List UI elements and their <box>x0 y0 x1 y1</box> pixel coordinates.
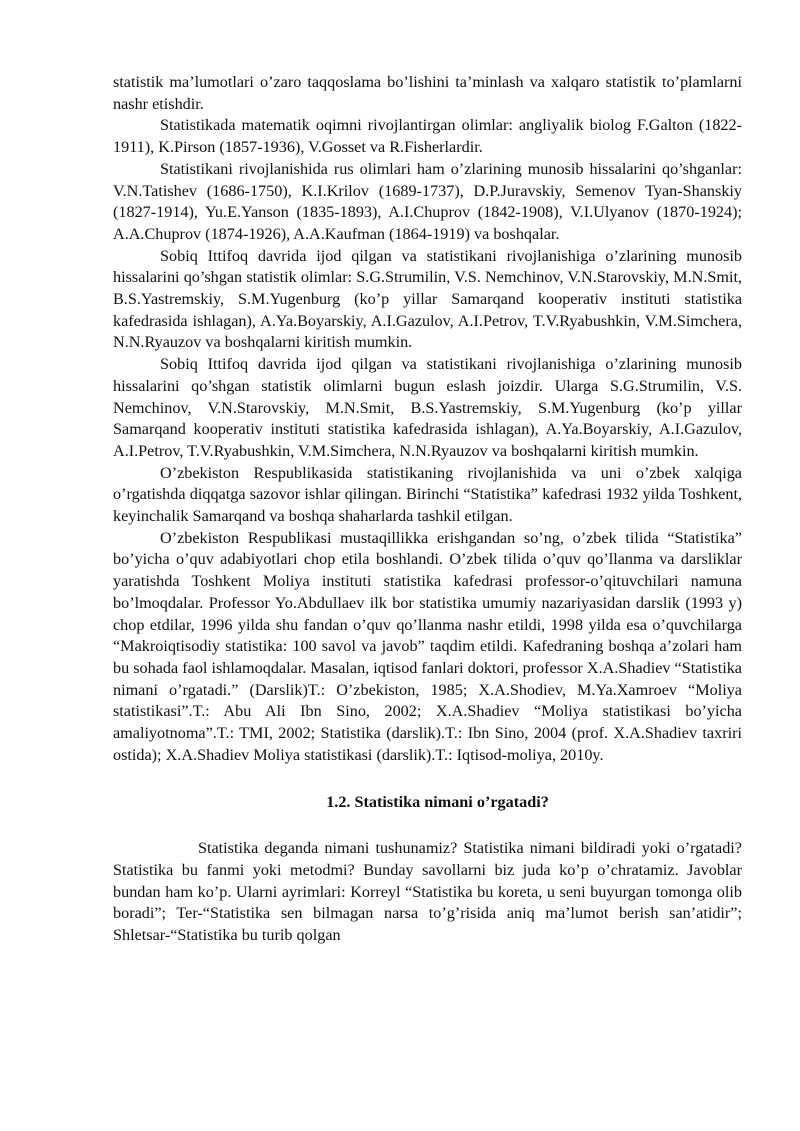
paragraph-uzbekistan-development: O’zbekiston Respublikasida statistikaning rivojlanishida va uni o’zbek xalqiga o’rgatishda diqqatga sazovor ishlar qilingan. Birinchi “Statistika” kafedrasi 1932 yilda Toshkent, keyinchalik Samarqand va boshqa shaharlarda tashkil etilgan. <box>113 463 742 526</box>
paragraph-russian-scholars: Statistikani rivojlanishida rus olimlari ham o’zlarining munosib hissalarini qo’shganlar: V.N.Tatishev (1686-1750), K.I.Krilov (1689-1737), D.P.Juravskiy, Semenov Tyan-Shanskiy (1827-1914), Yu.E.Yanson (1835-1893), A.I.Chuprov (1842-1908), V.I.Ulyanov (1870-1924); A.A.Chuprov (1874-1926), A.A.Kaufman (1864-1919) va boshqalar. <box>113 159 742 243</box>
section-spacer <box>113 767 742 778</box>
section-spacer-after <box>113 827 742 838</box>
paragraph-what-is-statistics: Statistika deganda nimani tushunamiz? Statistika nimani bildiradi yoki o’rgatadi? Statistika bu fanmi yoki metodmi? Bunday savollarni biz juda ko’p o’chratamiz. Javoblar bundan ham ko’p. Ularni ayrimlari: Korreyl “Statistika bu koreta, u seni buyurgan tomonga olib boradi”; Ter-“Statistika sen bilmagan narsa to’g’risida aniq ma’lumot berish san’atidir”; Shletsar-“Statistika bu turib qolgan <box>113 839 742 945</box>
paragraph-mathematical-school: Statistikada matematik oqimni rivojlantirgan olimlar: angliyalik biolog F.Galton (1822-1911), K.Pirson (1857-1936), V.Gosset va R.Fisherlardir. <box>113 116 742 157</box>
paragraph-soviet-scholars-repeat: Sobiq Ittifoq davrida ijod qilgan va statistikani rivojlanishiga o’zlarining munosib hissalarini qo’shgan statistik olimlarni bugun eslash joizdir. Ularga S.G.Strumilin, V.S. Nemchinov, V.N.Starovskiy, M.N.Smit, B.S.Yastremskiy, S.M.Yugenburg (ko’p yillar Samarqand kooperativ instituti statistika kafedrasida ishlagan), A.Ya.Boyarskiy, A.I.Gazulov, A.I.Petrov, T.V.Ryabushkin, V.M.Simchera, N.N.Ryauzov va boshqalarni kiritish mumkin. <box>113 355 742 460</box>
section-heading: 1.2. Statistika nimani o’rgatadi? <box>326 792 549 811</box>
paragraph-uzbek-literature: O’zbekiston Respublikasi mustaqillikka erishgandan so’ng, o’zbek tilida “Statistika” bo’yicha o’quv adabiyotlari chop etila boshlandi. O’zbek tilida o’quv qo’llanma va darsliklar yaratishda Toshkent Moliya instituti statistika kafedrasi professor-o’qituvchilari namuna bo’lmoqdalar. Professor Yo.Abdullaev ilk bor statistika umumiy nazariyasidan darslik (1993 y) chop etdilar, 1996 yilda shu fandan o’quv qo’llanma nashr etildi, 1998 yilda esa o’quvchilarga “Makroiqtisodiy statistika: 100 savol va javob” taqdim etildi. Kafedraning boshqa a’zolari ham bu sohada faol ishlamoqdalar. Masalan, iqtisod fanlari doktori, professor X.A.Shadiev “Statistika nimani o’rgatadi.” (Darslik)T.: O’zbekiston, 1985; X.A.Shodiev, M.Ya.Xamroev “Moliya statistikasi”.T.: Abu Ali Ibn Sino, 2002; X.A.Shadiev “Moliya statistikasi bo’yicha amaliyotnoma”.T.: TMI, 2002; Statistika (darslik).T.: Ibn Sino, 2004 (prof. X.A.Shadiev taxriri ostida); X.A.Shadiev Moliya statistikasi (darslik).T.: Iqtisod-moliya, 2010y. <box>113 528 742 764</box>
paragraph-soviet-scholars: Sobiq Ittifoq davrida ijod qilgan va statistikani rivojlanishiga o’zlarining munosib hissalarini qo’shgan statistik olimlar: S.G.Strumilin, V.S. Nemchinov, V.N.Starovskiy, M.N.Smit, B.S.Yastremskiy, S.M.Yugenburg (ko’p yillar Samarqand kooperativ instituti statistika kafedrasida ishlagan), A.Ya.Boyarskiy, A.I.Gazulov, A.I.Petrov, T.V.Ryabushkin, V.M.Simchera, N.N.Ryauzov va boshqalarni kiritish mumkin. <box>113 246 742 352</box>
paragraph-continuation: statistik ma’lumotlari o’zaro taqqoslama bo’lishini ta’minlash va xalqaro statistik to’plamlarni nashr etishdir. <box>113 73 742 113</box>
